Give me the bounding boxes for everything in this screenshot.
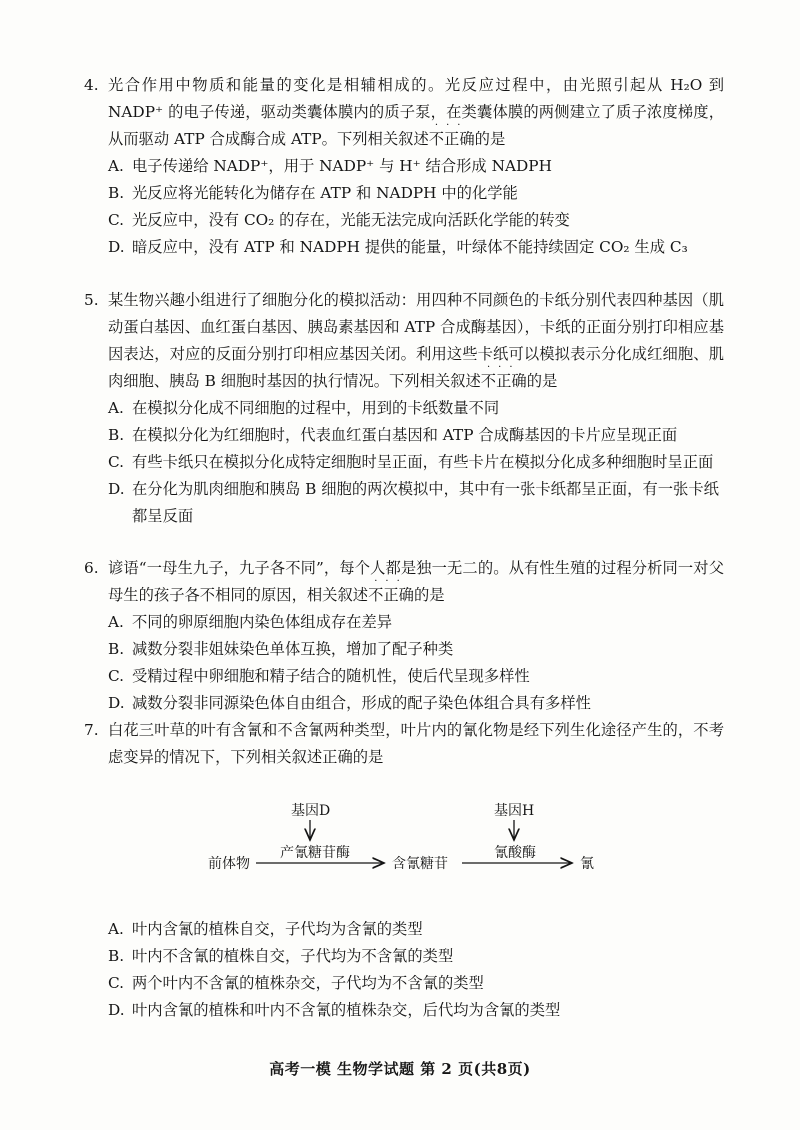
option-d: D. 减数分裂非同源染色体自由组合，形成的配子染色体组合具有多样性 [108, 694, 591, 712]
stem-ending: 的是 [474, 130, 506, 148]
emphasis-not-correct: ··· 不正确 [428, 120, 475, 148]
question-number: 6. [84, 559, 99, 577]
question-7 [84, 717, 724, 771]
question-6 [84, 555, 724, 717]
pathway-diagram [208, 800, 598, 880]
option-text: 在分化为肌肉细胞和胰岛 B 细胞的两次模拟中，其中有一张卡纸都呈正面，有一张卡纸都呈反面 [132, 480, 719, 525]
option-c: C. 受精过程中卵细胞和精子结合的随机性，使后代呈现多样性 [108, 667, 530, 685]
option-text: 不同的卵原细胞内染色体组成存在差异 [132, 613, 393, 631]
option-b: B. 光反应将光能转化为储存在 ATP 和 NADPH 中的化学能 [108, 184, 518, 202]
stem-text: 光合作用中物质和能量的变化是相辅相成的。光反应过程中，由光照引起从 H₂O 到 NADP⁺ 的电子传递，驱动类囊体膜内的质子泵，在类囊体膜的两侧建立了质子浓度梯度，从而驱动 ATP 合成酶合成 ATP。下列相关叙述 [108, 76, 724, 148]
stem-text: 谚语“一母生九子，九子各不同”，每个人都是独一无二的。从有性生殖的过程分析同一对父母生的孩子各不相同的原因，相关叙述 [108, 559, 724, 604]
option-text: 暗反应中，没有 ATP 和 NADPH 提供的能量，叶绿体不能持续固定 CO₂ 生成 C₃ [132, 238, 688, 256]
emphasis-dots: ··· [434, 120, 469, 131]
stem-text: 白花三叶草的叶有含氰和不含氰两种类型，叶片内的氰化物是经下列生化途径产生的，不考虑变异的情况下，下列相关叙述正确的是 [108, 721, 724, 766]
option-b: B. 在模拟分化为红细胞时，代表血红蛋白基因和 ATP 合成酶基因的卡片应呈现正面 [108, 426, 678, 444]
option-text: 受精过程中卵细胞和精子结合的随机性，使后代呈现多样性 [132, 667, 530, 685]
stem-text: 某生物兴趣小组进行了细胞分化的模拟活动：用四种不同颜色的卡纸分别代表四种基因（肌动蛋白基因、血红蛋白基因、胰岛素基因和 ATP 合成酶基因），卡纸的正面分别打印相应基因表达，对应的反面分别打印相应基因关闭。利用这些卡纸可以模拟表示分化成红细胞、肌肉细胞、胰岛 B 细胞时基因的执行情况。下列相关叙述 [108, 291, 724, 390]
stem-ending: 的是 [413, 586, 445, 604]
option-text: 有些卡纸只在模拟分化成特定细胞时呈正面，有些卡片在模拟分化成多种细胞时呈正面 [132, 453, 714, 471]
option-text: 叶内含氰的植株和叶内不含氰的植株杂交，后代均为含氰的类型 [132, 1001, 561, 1019]
option-c: C. 有些卡纸只在模拟分化成特定细胞时呈正面，有些卡片在模拟分化成多种细胞时呈正面 [108, 453, 714, 471]
question-number: 7. [84, 721, 99, 739]
question-number: 5. [84, 291, 99, 309]
question-stem [84, 287, 724, 395]
option-a: A. 电子传递给 NADP⁺，用于 NADP⁺ 与 H⁺ 结合形成 NADPH [108, 157, 552, 175]
question-stem [84, 72, 724, 153]
enzyme-2-label: 氰酸酶 [494, 845, 536, 861]
option-c: C. 两个叶内不含氰的植株杂交，子代均为不含氰的类型 [108, 974, 484, 992]
option-text: 光反应中，没有 CO₂ 的存在，光能无法完成向活跃化学能的转变 [132, 211, 570, 229]
enzyme-1-label: 产氰糖苷酶 [280, 845, 350, 861]
emphasis-not-correct: ··· 不正确 [480, 362, 527, 390]
option-text: 电子传递给 NADP⁺，用于 NADP⁺ 与 H⁺ 结合形成 NADPH [132, 157, 552, 175]
option-text: 叶内不含氰的植株自交，子代均为不含氰的类型 [132, 947, 454, 965]
option-b: B. 减数分裂非姐妹染色单体互换，增加了配子种类 [108, 640, 454, 658]
option-a: A. 在模拟分化成不同细胞的过程中，用到的卡纸数量不同 [108, 399, 500, 417]
gene-d-label: 基因D [291, 803, 331, 819]
gene-h-label: 基因H [494, 803, 535, 819]
emphasis-not-correct: ··· 不正确 [368, 576, 414, 604]
question-7-options [84, 916, 724, 1024]
question-number: 4. [84, 76, 99, 94]
option-text: 两个叶内不含氰的植株杂交，子代均为不含氰的类型 [132, 974, 484, 992]
intermediate-label: 含氰糖苷 [392, 856, 448, 872]
emphasis-dots: ··· [374, 576, 408, 587]
emphasis-dots: ··· [486, 362, 521, 373]
option-c: C. 光反应中，没有 CO₂ 的存在，光能无法完成向活跃化学能的转变 [108, 211, 570, 229]
option-text: 叶内含氰的植株自交，子代均为含氰的类型 [132, 920, 423, 938]
option-d: D. 在分化为肌肉细胞和胰岛 B 细胞的两次模拟中，其中有一张卡纸都呈正面，有一张卡纸都呈反面 [108, 480, 719, 525]
option-text: 光反应将光能转化为储存在 ATP 和 NADPH 中的化学能 [132, 184, 518, 202]
precursor-label: 前体物 [208, 856, 250, 872]
option-text: 减数分裂非同源染色体自由组合，形成的配子染色体组合具有多样性 [132, 694, 591, 712]
page-footer: 高考一模 生物学试题 第 2 页(共8页) [269, 1060, 531, 1078]
option-text: 在模拟分化为红细胞时，代表血红蛋白基因和 ATP 合成酶基因的卡片应呈现正面 [132, 426, 678, 444]
stem-ending: 的是 [526, 372, 558, 390]
question-stem [84, 717, 724, 771]
question-stem [84, 555, 724, 609]
question-5 [84, 287, 724, 530]
option-d: D. 暗反应中，没有 ATP 和 NADPH 提供的能量，叶绿体不能持续固定 CO₂ 生成 C₃ [108, 238, 688, 256]
product-label: 氰 [580, 856, 594, 872]
option-a: A. 不同的卵原细胞内染色体组成存在差异 [108, 613, 393, 631]
option-d: D. 叶内含氰的植株和叶内不含氰的植株杂交，后代均为含氰的类型 [108, 1001, 561, 1019]
option-a: A. 叶内含氰的植株自交，子代均为含氰的类型 [108, 920, 423, 938]
option-text: 在模拟分化成不同细胞的过程中，用到的卡纸数量不同 [132, 399, 500, 417]
option-b: B. 叶内不含氰的植株自交，子代均为不含氰的类型 [108, 947, 454, 965]
option-text: 减数分裂非姐妹染色单体互换，增加了配子种类 [132, 640, 454, 658]
question-4 [84, 72, 724, 261]
